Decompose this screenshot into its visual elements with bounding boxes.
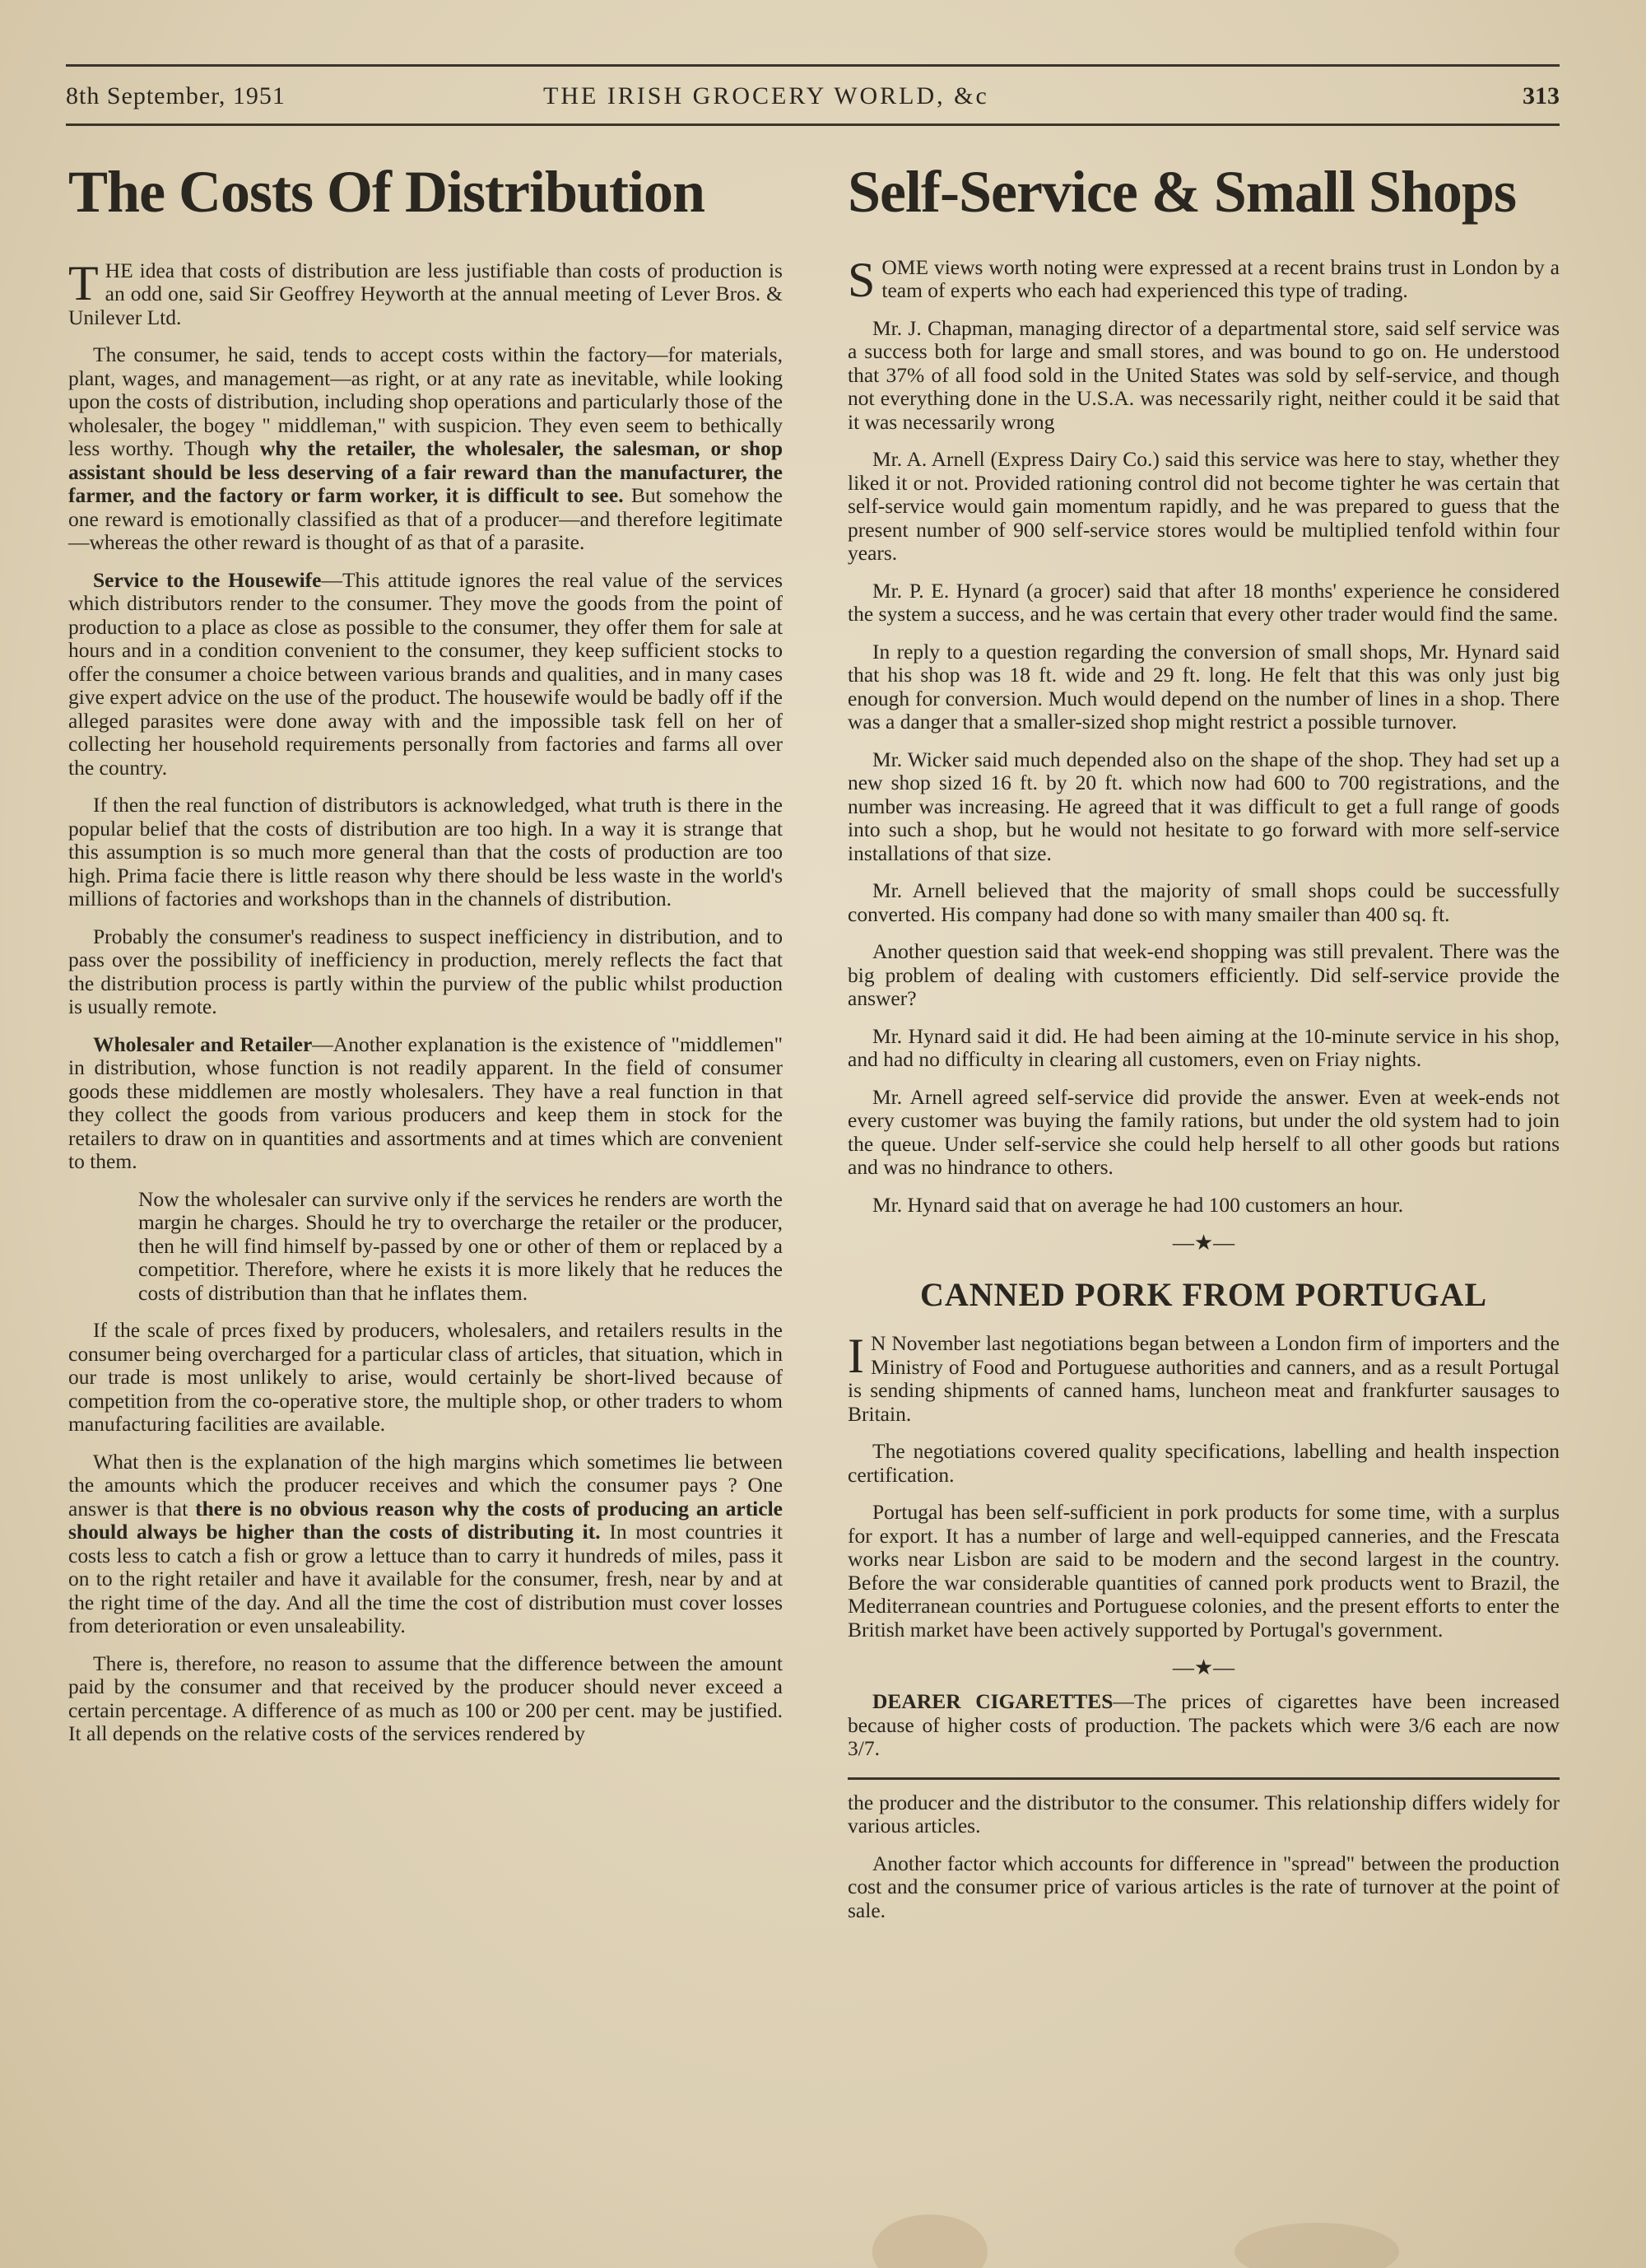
drop-cap: S bbox=[848, 252, 876, 307]
paragraph: Mr. P. E. Hynard (a grocer) said that after 18 months' experience he considered the system a success, and he was certain that every other trader would find the same. bbox=[848, 578, 1560, 626]
publication-name: THE IRISH GROCERY WORLD, &c bbox=[543, 82, 989, 109]
paragraph: Mr. J. Chapman, managing director of a departmental store, said self service was a success both for large and small stores, and was bound to go on. He understood that 37% of all food sold in the United States was sold by self-service, and though not everything done in the U.S.A. was necessarily right, neither could it be said that it was necessarily wrong bbox=[848, 315, 1560, 434]
section-rule bbox=[848, 1777, 1560, 1780]
left-column bbox=[68, 148, 783, 1760]
paragraph: The consumer, he said, tends to accept costs within the factory—for materials, plant, wages, and management—as right, or at any rate as inevitable, while looking upon the costs of distribution, including shop operations and particularly those of the wholesaler, the bogey " middleman," with suspicion. They even seem to bethically less worthy. Though why the retailer, the wholesaler, the salesman, or shop assistant should be less deserving of a fair reward than the manufacturer, the farmer, and the factory or farm worker, it is difficult to see. But somehow the one reward is emotionally classified as that of a producer—and therefore legitimate—whereas the other reward is thought of as that of a parasite. bbox=[68, 342, 783, 555]
paragraph: There is, therefore, no reason to assume that the difference between the amount paid by the consumer and that received by the producer should never exceed a certain percentage. A difference of as much as 100 or 200 per cent. may be justified. It all depends on the relative costs of the services rendered by bbox=[68, 1651, 783, 1746]
paragraph: Another question said that week-end shopping was still prevalent. There was the big problem of dealing with customers efficiently. Did self-service provide the answer? bbox=[848, 939, 1560, 1011]
article-title-self-service: Self-Service & Small Shops bbox=[848, 159, 1516, 225]
paragraph: I N November last negotiations began between a London firm of importers and the Ministry of Food and Portuguese authorities and canners, and as a result Portugal is sending shipments of canned hams, luncheon meat and frankfurter sausages to Britain. bbox=[848, 1329, 1560, 1426]
paragraph: In reply to a question regarding the conversion of small shops, Mr. Hynard said that his shop was 18 ft. wide and 29 ft. long. He felt that this was only just big enough for conversion. Much would depend on the number of lines in a shop. There was a danger that a smaller-sized shop might restrict a possible turnover. bbox=[848, 639, 1560, 734]
issue-date: 8th September, 1951 bbox=[66, 82, 286, 109]
paragraph: The negotiations covered quality specifications, labelling and health inspection certification. bbox=[848, 1439, 1560, 1487]
page-header bbox=[66, 82, 1560, 123]
paragraph: Mr. Hynard said that on average he had 100 customers an hour. bbox=[872, 1192, 1404, 1217]
paragraph: Mr. Arnell agreed self-service did provide the answer. Even at week-ends not every customer was buying the family rations, but under the old system had to join the queue. Under self-service she could help herself to all other goods but rations and was no hindrance to others. bbox=[848, 1084, 1560, 1180]
paragraph: Service to the Housewife—This attitude ignores the real value of the services which distributors render to the consumer. They move the goods from the point of production to a place as close as possible to the consumer, they offer them for sale at hours and in a condition convenient to the consumer, they keep sufficient stocks to offer the consumer a choice between various brands and qualities, and in many cases give expert advice on the use of the product. The housewife would be badly off if the alleged parasites were done away with and the impossible task fell on her of collecting her household requirements personally from factories and farms all over the country. bbox=[68, 567, 783, 780]
paragraph: What then is the explanation of the high margins which sometimes lie between the amounts which the producer receives and which the consumer pays ? One answer is that there is no obvious reason why the costs of producing an article should always be higher than the costs of distributing it. In most countries it costs less to catch a fish or grow a lettuce than to carry it hundreds of miles, pass it on to the right retailer and have it available for the consumer, fresh, near by and at the right time of the day. And all the time the cost of distribution must cover losses from deterioration or even unsaleability. bbox=[68, 1449, 783, 1638]
paragraph: Portugal has been self-sufficient in pork products for some time, with a surplus for export. It has a number of large and well-equipped canneries, and the Frescata works near Lisbon are said to be modern and the second largest in the country. Before the war considerable quantities of canned pork products went to Brazil, the Mediterranean countries and Portuguese colonies, and the present efforts to enter the British market have been actively supported by Portugal's government. bbox=[848, 1500, 1560, 1642]
paragraph: Mr. Wicker said much depended also on the shape of the shop. They had set up a new shop sized 16 ft. by 20 ft. which now had 600 to 700 registrations, and the number was increasing. He agreed that it was difficult to get a full range of goods into such a shop, but he would not hesitate to go forward with more self-service installations of that size. bbox=[848, 747, 1560, 865]
paragraph: SOME views worth noting were expressed at a recent brains trust in London by a team of experts who each had experienced this type of trading. bbox=[848, 252, 1560, 307]
bold-passage: why the retailer, the wholesaler, the salesman, or shop assistant should be less deserving of a fair reward than the manufacturer, the farmer, and the factory or farm worker, it is difficult to see. bbox=[68, 436, 783, 508]
paper-stain bbox=[1234, 2223, 1399, 2268]
star-divider: —★— bbox=[1172, 1656, 1235, 1680]
article-title-canned-pork: CANNED PORK FROM PORTUGAL bbox=[919, 1276, 1488, 1314]
page-number: 313 bbox=[1523, 82, 1560, 109]
paragraph: If the scale of prces fixed by producers, wholesalers, and retailers results in the consumer being overcharged for a particular class of articles, that situation, which in our trade is most unlikely to arise, would certainly be short-lived because of competition from the co-operative store, the multiple shop, or other traders to whom manufacturing facilities are available. bbox=[68, 1318, 783, 1437]
star-divider: —★— bbox=[1172, 1231, 1235, 1255]
paper-stain bbox=[872, 2214, 988, 2268]
paragraph: Mr. A. Arnell (Express Dairy Co.) said this service was here to stay, whether they liked it or not. Provided rationing control did not become tighter he was certain that self-service would gain momentum rapidly, and he was prepared to guess that the present number of 900 self-service stores would be multiplied tenfold within four years. bbox=[848, 447, 1560, 566]
section-head-wholesaler: Wholesaler and Retailer bbox=[93, 1032, 313, 1056]
paragraph: Probably the consumer's readiness to suspect inefficiency in distribution, and to pass over the possibility of inefficiency in production, merely reflects the fact that the distribution process is partly within the purview of the public whilst production is usually remote. bbox=[68, 924, 783, 1019]
paragraph: Mr. Arnell believed that the majority of small shops could be successfully converted. His company had done so with many smailer than 400 sq. ft. bbox=[848, 878, 1560, 926]
article-title-costs: The Costs Of Distribution bbox=[68, 159, 705, 225]
section-head-housewife: Service to the Housewife bbox=[93, 567, 322, 592]
indented-paragraph: Now the wholesaler can survive only if the services he renders are worth the margin he charges. Should he try to overcharge the retailer or the producer, then he will find himself by-passed by one or other of them or replaced by a competitior. Therefore, where he exists it is more likely that he reduces the costs of distribution than that he inflates them. bbox=[138, 1186, 783, 1305]
bold-passage: there is no obvious reason why the costs of producing an article should always be higher than the costs of distributing it. bbox=[68, 1496, 783, 1544]
paragraph: DEARER CIGARETTES—The prices of cigarettes have been increased because of higher costs of production. The packets which were 3/6 each are now 3/7. bbox=[848, 1689, 1560, 1761]
top-rule bbox=[66, 64, 1560, 67]
header-rule bbox=[66, 123, 1560, 126]
paragraph: THE idea that costs of distribution are less justifiable than costs of production is an odd one, said Sir Geoffrey Heyworth at the annual meeting of Lever Bros. & Unilever Ltd. bbox=[68, 255, 783, 329]
item-head-cigarettes: DEARER CIGARETTES bbox=[872, 1689, 1114, 1714]
right-column bbox=[848, 148, 1560, 1936]
continued-paragraph: the producer and the distributor to the consumer. This relationship differs widely for various articles. bbox=[848, 1790, 1560, 1838]
paragraph: Mr. Hynard said it did. He had been aiming at the 10-minute service in his shop, and had no difficulty in clearing all customers, even on Friay nights. bbox=[848, 1023, 1560, 1072]
paragraph: If then the real function of distributors is acknowledged, what truth is there in the popular belief that the costs of distribution are too high. In a way it is strange that this assumption is so much more general than that the costs of production are too high. Prima facie there is little reason why there should be less waste in the world's millions of factories and workshops than in the channels of distribution. bbox=[68, 793, 783, 911]
paragraph: Wholesaler and Retailer—Another explanation is the existence of "middlemen" in distribution, whose function is not readily apparent. In the field of consumer goods these middlemen are mostly wholesalers. They have a real function in that they collect the goods from various producers and keep them in stock for the retailers to draw on in quantities and assortments and at times which are convenient to them. bbox=[68, 1032, 783, 1174]
drop-cap: T bbox=[68, 255, 99, 310]
paragraph: Another factor which accounts for difference in "spread" between the production cost and the consumer price of various articles is the rate of turnover at the point of sale. bbox=[848, 1851, 1560, 1922]
drop-cap: I bbox=[848, 1329, 864, 1384]
